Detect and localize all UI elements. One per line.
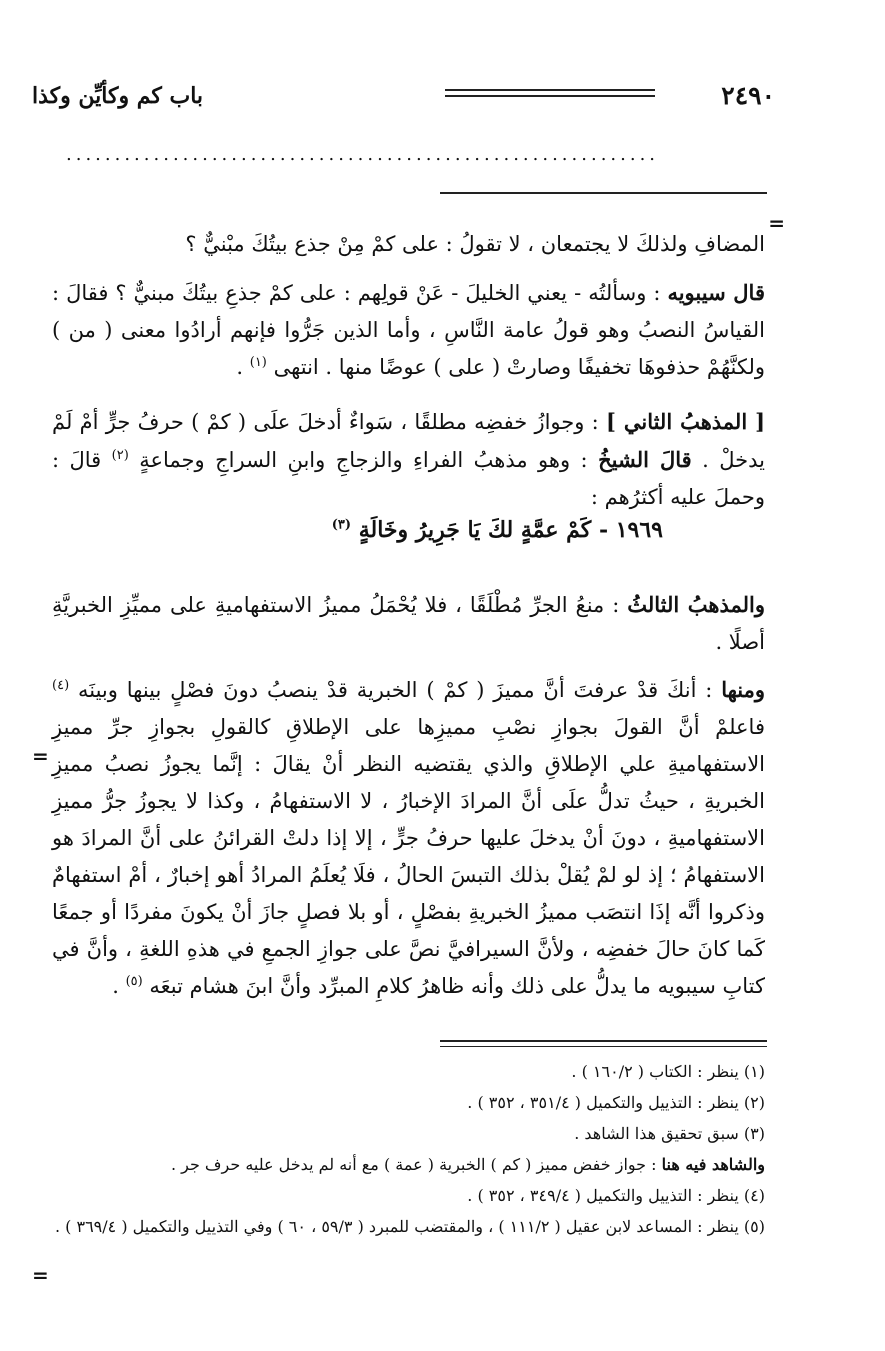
p3-text2: : وهو مذهبُ الفراءِ والزجاجِ وابنِ السراجِ وجماعةٍ bbox=[139, 448, 599, 472]
footnote-ref-1[interactable]: (١) bbox=[249, 355, 267, 370]
page-number: ٢٤٩٠ bbox=[721, 81, 775, 110]
footnote-4: (٤) ينظر : التذييل والتكميل ( ٣٤٩/٤ ، ٣٥٢ ) . bbox=[467, 1186, 765, 1205]
p3-lead2: قالَ الشيخُ bbox=[598, 447, 692, 472]
p1-text: المضافِ ولذلكَ لا يجتمعان ، لا تقولُ : على كمْ مِنْ جذع بيتُكَ مبْنيٌّ ؟ bbox=[185, 232, 765, 256]
p5-text1: : أنكَ قدْ عرفتَ أنَّ مميزَ ( كمْ ) الخبرية قدْ ينصبُ دونَ فصْلٍ بينها وبينَه bbox=[77, 678, 722, 702]
poetry-verse bbox=[332, 510, 663, 550]
p3-text3: قالَ : وحملَ عليه أكثرُهم : bbox=[52, 448, 765, 509]
paragraph-4 bbox=[52, 586, 765, 661]
p2-lead: قال سيبويه bbox=[667, 280, 765, 305]
continuation-marker-top: = bbox=[768, 211, 785, 235]
dotted-separator: ............................................................. bbox=[66, 144, 660, 165]
p5-end: . bbox=[112, 974, 126, 998]
footnotes bbox=[52, 1056, 765, 1242]
paragraph-3 bbox=[52, 403, 765, 516]
footnote-ref-5[interactable]: (٥) bbox=[125, 974, 143, 989]
p3-lead: [ المذهبُ الثاني ] bbox=[606, 409, 766, 434]
p2-text: : وسألتُه - يعني الخليلَ - عَنْ قولِهم : على كمْ جذعِ بيتُكَ مبنيٌّ ؟ فقالَ : القياسُ النصبُ وهو قولُ عامة النَّاسِ ، وأما الذين جَرُّوا فإنهم أرادُوا معنى ( من ) ولكنَّهُمْ حذفوهَا تخفيفًا وصارتْ ( على ) عوضًا منها . انتهى bbox=[52, 281, 765, 379]
paragraph-1 bbox=[52, 226, 765, 263]
verse-number: ١٩٦٩ bbox=[615, 517, 663, 543]
footnote-ref-4[interactable]: (٤) bbox=[52, 678, 70, 693]
footnote-1: (١) ينظر : الكتاب ( ١٦٠/٢ ) . bbox=[571, 1062, 765, 1081]
footnote-3: (٣) سبق تحقيق هذا الشاهد . bbox=[574, 1124, 765, 1143]
paragraph-2 bbox=[52, 274, 765, 386]
footnote-5: (٥) ينظر : المساعد لابن عقيل ( ١١١/٢ ) ، والمقتضب للمبرد ( ٥٩/٣ ، ٦٠ ) وفي التذييل والتكميل ( ٣٦٩/٤ ) . bbox=[54, 1217, 765, 1236]
footnote-2: (٢) ينظر : التذييل والتكميل ( ٣٥١/٤ ، ٣٥٢ ) . bbox=[467, 1093, 765, 1112]
continuation-rule bbox=[440, 192, 767, 194]
footnote-3-note-lead: والشاهد فيه هنا bbox=[661, 1155, 765, 1174]
footnote-separator bbox=[440, 1040, 767, 1047]
header-double-rule bbox=[445, 89, 655, 97]
footnote-3-note-text: : جواز خفض مميز ( كم ) الخبرية ( عمة ) مع أنه لم يدخل عليه حرف جر . bbox=[170, 1155, 662, 1174]
p4-text: : منعُ الجرِّ مُطْلَقًا ، فلا يُحْمَلُ مميزُ الاستفهاميةِ على مميِّزِ الخبريَّةِ أصلًا . bbox=[52, 593, 765, 654]
chapter-title: باب كم وكأيِّن وكذا bbox=[32, 83, 204, 109]
p3-text1: : وجوازُ خفضِه مطلقًا ، سَواءٌ أدخلَ علَى ( كمْ ) حرفُ جرٍّ أمْ لَمْ يدخلْ . bbox=[52, 410, 765, 472]
p5-text2: فاعلمْ أنَّ القولَ بجوازِ نصْبِ مميزِها على الإطلاقِ كالقولِ بجوازِ جرِّ مميزِ الاستفهاميةِ علي الإطلاقِ والذي يقتضيه النظر أنْ يقالَ : إنَّما يجوزُ نصبُ مميزِ الخبريةِ ، حيثُ تدلُّ علَى أنَّ المرادَ الإخبارُ ، لا الاستفهامُ ، وكذا لا يجوزُ جرُّ مميزِ الاستفهاميةِ ، دونَ أنْ يدخلَ عليها حرفُ جرٍّ ، إلا إذا دلتْ القرائنُ على أنَّ المرادَ هو الاستفهامُ ؛ إذ لو لمْ يُقلْ بذلك التبسَ الحالُ ، فلَا يُعلَمُ المرادُ أهو إخبارٌ ، أمْ استفهامٌ وذكروا أنَّه إذَا انتصَب مميزُ الخبريةِ بفصْلٍ ، أو بلا فصلٍ جازَ أنْ يكونَ مفردًا أو جمعًا كَما كانَ حالَ خفضِه ، ولأنَّ السيرافيَّ نصَّ على جوازِ الجمعِ في هذهِ اللغةِ ، وأنَّ في كتابِ سيبويه ما يدلُّ على ذلك وأنه ظاهرُ كلامِ المبرِّد وأنَّ ابنَ هشام تبعَه bbox=[52, 715, 765, 998]
p2-end: . bbox=[236, 355, 250, 379]
continuation-marker-body: = bbox=[32, 744, 49, 768]
p4-lead: والمذهبُ الثالثُ bbox=[627, 592, 765, 617]
page-header bbox=[32, 76, 775, 116]
verse-text: - كَمْ عمَّةٍ لكَ يَا جَرِيرُ وخَالَةٍ bbox=[358, 517, 616, 543]
p5-lead: ومنها bbox=[721, 677, 765, 702]
paragraph-5 bbox=[52, 671, 765, 1005]
footnote-ref-2[interactable]: (٢) bbox=[111, 448, 129, 463]
footnote-3-note bbox=[52, 1149, 765, 1180]
footnote-ref-3[interactable]: (٣) bbox=[331, 517, 352, 533]
continuation-marker-footnotes: = bbox=[32, 1263, 49, 1287]
